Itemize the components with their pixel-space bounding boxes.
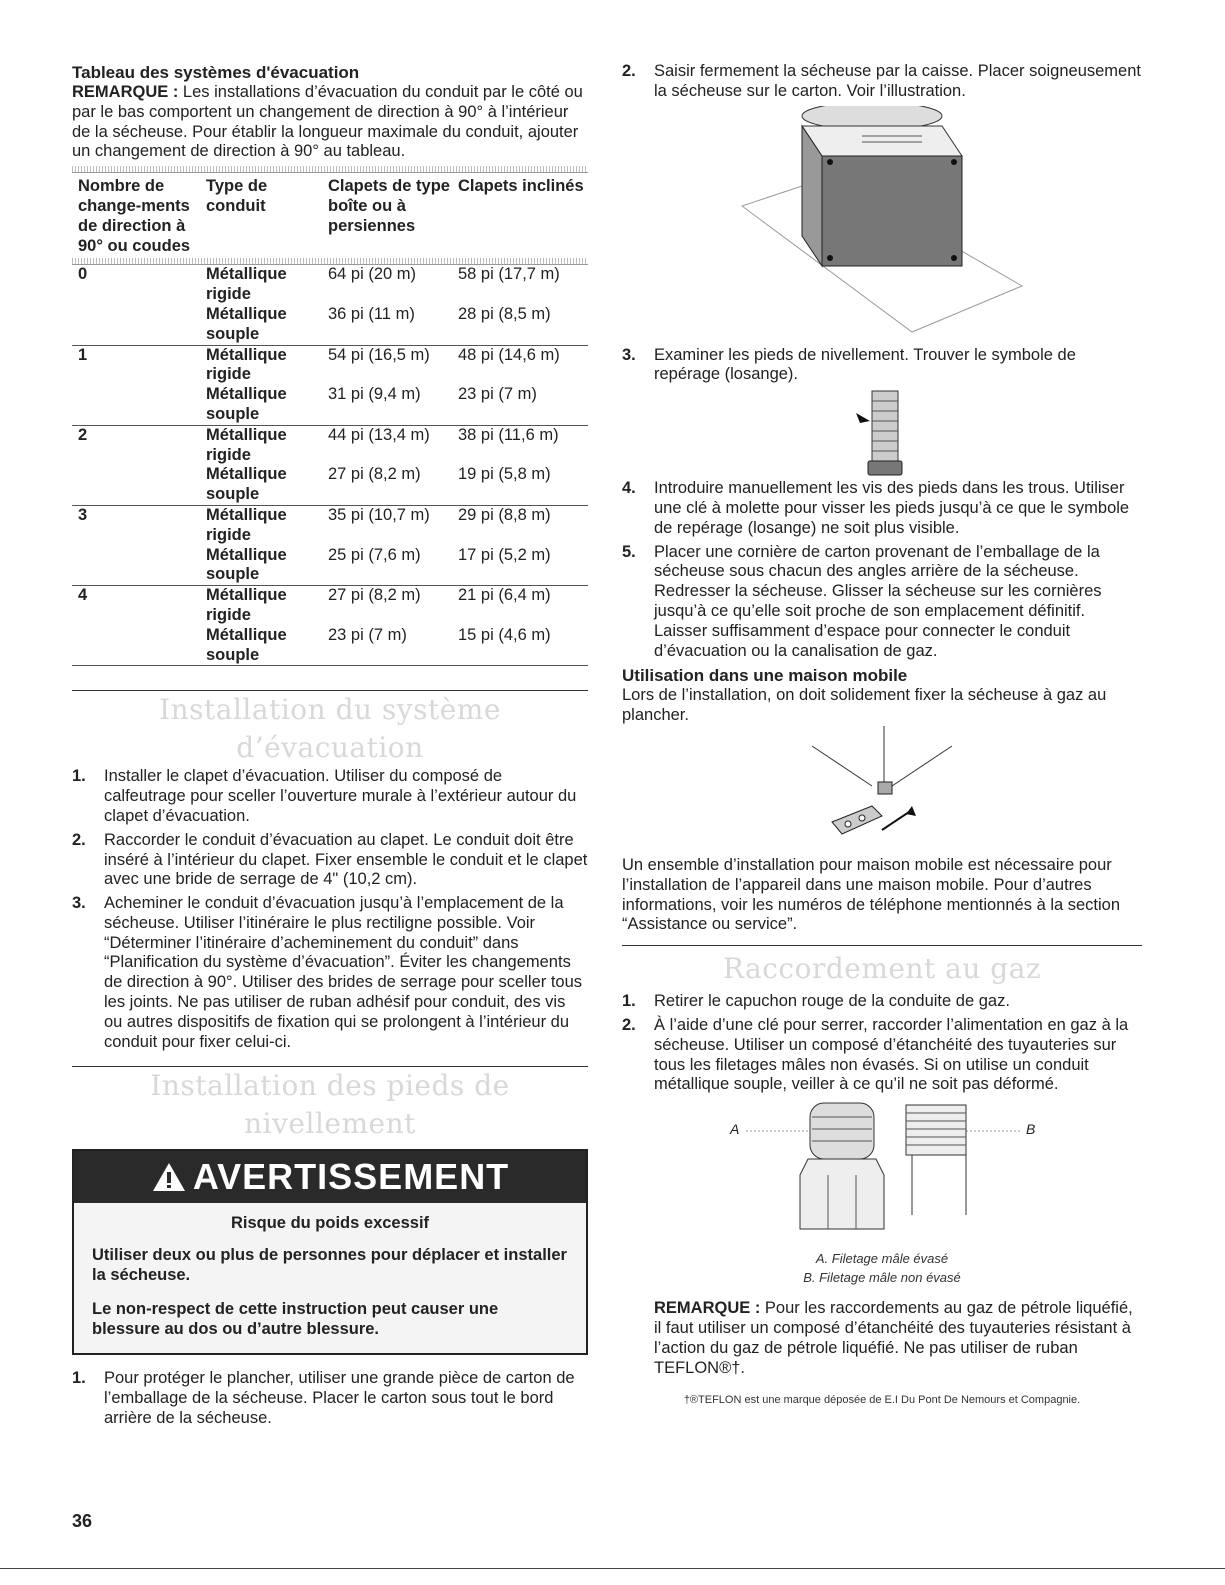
warning-heading: Risque du poids excessif [230, 1214, 430, 1233]
warning-line2: Le non-respect de cette instruction peut causer une blessure au dos ou d’autre blessure. [92, 1300, 499, 1339]
table-row [72, 546, 588, 586]
mobile-home-text-2: Un ensemble d’installation pour maison mobile est nécessaire pour l’installation de l’appareil dans une maison mobile. Pour d’autres informations, voir les numéros de téléphone mentionnés à la section “Assistance ou service”. [622, 855, 1121, 934]
caption-a: A. Filetage mâle évasé [815, 1251, 949, 1267]
label-b: B [1026, 1121, 1036, 1138]
header-angled-hoods: Clapets inclinés [458, 177, 584, 196]
elbow-count-cell [72, 626, 200, 666]
angled-hood-length-cell: 58 pi (17,7 m) [458, 265, 560, 284]
vent-install-steps [72, 767, 588, 1052]
label-a: A [730, 1121, 740, 1138]
dryer-illustration-icon [722, 106, 1042, 342]
caption-b: B. Filetage mâle non évasé [803, 1270, 961, 1286]
warning-body [74, 1203, 586, 1353]
duct-type-cell: Métallique souple [200, 305, 322, 345]
divider [72, 166, 588, 173]
list-item: 3. Acheminer le conduit d’évacuation jusqu’à l’emplacement de la sécheuse. Utiliser l’itinéraire le plus rectiligne possible. Voir “Déterminer l’itinéraire d’acheminement du conduit” dans “Planification du système d’évacuation”. Éviter les changements de direction à 90°. Utiliser des brides de serrage pour sceller tous les joints. Ne pas utiliser de ruban adhésif pour conduit, des vis ou autres dispositifs de fixation qui se prolongent à l’intérieur du conduit pour fixer celui-ci. [72, 894, 583, 1051]
divider [72, 258, 588, 265]
gas-note-label: REMARQUE : [654, 1299, 761, 1318]
list-item: 2. À l’aide d’une clé pour serrer, raccorder l’alimentation en gaz à la sécheuse. Utiliser un composé d’étanchéité des tuyauteries sur tous les filetages mâles non évasés. Si on utilise un conduit métallique souple, veiller à ce qu’il ne soit pas déformé. [622, 1015, 1129, 1094]
section-rule [622, 945, 1142, 946]
warning-line1: Utiliser deux ou plus de personnes pour déplacer et installer la sécheuse. [92, 1246, 567, 1285]
list-item: 1. Pour protéger le plancher, utiliser une grande pièce de carton de l’emballage de la sécheuse. Placer le carton sous tout le bord arrière de la sécheuse. [72, 1369, 575, 1428]
box-hood-length-cell: 27 pi (8,2 m) [322, 465, 452, 505]
table-row [72, 465, 588, 505]
box-hood-length-cell: 54 pi (16,5 m) [328, 345, 430, 364]
header-elbows: Nombre de change-ments de direction à 90° ou coudes [78, 177, 191, 255]
page-bottom-rule [0, 1568, 1225, 1569]
angled-hood-length-cell: 23 pi (7 m) [452, 385, 588, 425]
page-number: 36 [72, 1511, 93, 1531]
mobile-home-title: Utilisation dans une maison mobile [622, 666, 908, 686]
elbow-count-cell [72, 305, 200, 345]
angled-hood-length-cell: 48 pi (14,6 m) [458, 345, 560, 364]
box-hood-length-cell: 44 pi (13,4 m) [328, 425, 430, 444]
box-hood-length-cell: 31 pi (9,4 m) [322, 385, 452, 425]
table-note [72, 83, 588, 162]
table-row [72, 626, 588, 666]
leveling-steps-continued [622, 62, 1142, 102]
section-title-vent-install: Installation du système d’évacuation [159, 693, 501, 765]
floor-bracket-icon [802, 726, 962, 854]
angled-hood-length-cell: 21 pi (6,4 m) [458, 586, 551, 605]
angled-hood-length-cell: 19 pi (5,8 m) [452, 465, 588, 505]
vent-table-body [72, 265, 588, 665]
left-column [72, 62, 588, 1433]
elbow-count-cell [72, 546, 200, 586]
gas-note [622, 1299, 1142, 1378]
gas-steps [622, 992, 1142, 1095]
elbow-count-cell: 0 [78, 265, 88, 284]
table-row [72, 385, 588, 425]
box-hood-length-cell: 25 pi (7,6 m) [322, 546, 452, 586]
right-column [622, 62, 1142, 1406]
duct-type-cell: Métallique souple [200, 626, 322, 666]
angled-hood-length-cell: 38 pi (11,6 m) [458, 425, 559, 444]
warning-title: AVERTISSEMENT [192, 1156, 510, 1198]
table-row [72, 586, 588, 626]
mobile-home-illustration [622, 726, 1142, 856]
note-text: Les installations d’évacuation du conduit par le côté ou par le bas comportent un changement de direction à 90° à l’intérieur de la sécheuse. Pour établir la longueur maximale du conduit, ajouter un changement de direction à 90° au tableau. [72, 83, 583, 161]
note-label: REMARQUE : [72, 83, 179, 101]
list-item: 3. Examiner les pieds de nivellement. Trouver le symbole de repérage (losange). [622, 345, 1076, 384]
warning-banner [74, 1151, 586, 1203]
table-title: Tableau des systèmes d'évacuation [72, 63, 360, 82]
table-row [72, 305, 588, 345]
duct-type-cell: Métallique rigide [206, 586, 287, 624]
header-box-hoods: Clapets de type boîte ou à persiennes [328, 177, 450, 235]
duct-type-cell: Métallique rigide [206, 425, 287, 464]
duct-type-cell: Métallique rigide [206, 345, 287, 384]
list-item: 2. Saisir fermement la sécheuse par la caisse. Placer soigneusement la sécheuse sur le carton. Voir l’illustration. [622, 62, 1141, 100]
leveling-steps [72, 1369, 588, 1428]
angled-hood-length-cell: 28 pi (8,5 m) [452, 305, 588, 345]
duct-type-cell: Métallique rigide [206, 265, 287, 304]
duct-type-cell: Métallique souple [200, 385, 322, 425]
elbow-count-cell: 4 [78, 586, 88, 605]
elbow-count-cell [72, 385, 200, 425]
mobile-home-text: Lors de l’installation, on doit solidement fixer la sécheuse à gaz au plancher. [622, 686, 1107, 725]
footnote: †®TEFLON est une marque déposée de E.I Du Pont De Nemours et Compagnie. [683, 1394, 1081, 1407]
elbow-count-cell: 3 [78, 505, 88, 524]
table-row [72, 505, 588, 545]
dryer-on-cardboard-illustration [622, 106, 1142, 346]
fittings-icon [622, 1099, 1142, 1249]
gas-note-text: Pour les raccordements au gaz de pétrole liquéfié, il faut utiliser un composé d’étanchéité des tuyauteries résistant à l’action du gaz de pétrole liquéfié. Ne pas utiliser de ruban TEFLON®†. [654, 1299, 1133, 1377]
table-header-row [72, 173, 588, 258]
box-hood-length-cell: 27 pi (8,2 m) [328, 586, 421, 605]
table-row [72, 345, 588, 385]
section-title-gas: Raccordement au gaz [722, 952, 1042, 986]
list-item: 5. Placer une cornière de carton provenant de l’emballage de la sécheuse sous chacun des angles arrière de la sécheuse. Redresser la sécheuse. Glisser la sécheuse sur les cornières jusqu’à ce qu’elle soit proche de son emplacement définitif. Laisser suffisamment d’espace pour connecter le conduit d’évacuation ou la canalisation de gaz. [622, 542, 1102, 660]
leveling-leg-illustration [622, 389, 1142, 479]
box-hood-length-cell: 35 pi (10,7 m) [328, 505, 430, 524]
elbow-count-cell: 1 [78, 345, 88, 364]
warning-box [72, 1149, 588, 1355]
box-hood-length-cell: 36 pi (11 m) [322, 305, 452, 345]
list-item: 1. Retirer le capuchon rouge de la conduite de gaz. [622, 992, 1010, 1011]
box-hood-length-cell: 64 pi (20 m) [328, 265, 417, 284]
duct-type-cell: Métallique souple [200, 465, 322, 505]
duct-type-cell: Métallique rigide [206, 505, 287, 544]
box-hood-length-cell: 23 pi (7 m) [322, 626, 452, 666]
list-item: 1. Installer le clapet d’évacuation. Utiliser du composé de calfeutrage pour sceller l’ouverture murale à l’extérieur autour du clapet d’évacuation. [72, 767, 577, 825]
warning-triangle-icon [151, 1161, 187, 1193]
duct-type-cell: Métallique souple [200, 546, 322, 586]
elbow-count-cell [72, 465, 200, 505]
angled-hood-length-cell: 15 pi (4,6 m) [452, 626, 588, 666]
gas-fittings-illustration [622, 1099, 1142, 1249]
list-item: 2. Raccorder le conduit d’évacuation au clapet. Le conduit doit être inséré à l’intérieur du clapet. Fixer ensemble le conduit et le clapet avec une bride de serrage de 4" (10,2 cm). [72, 830, 588, 889]
angled-hood-length-cell: 17 pi (5,2 m) [452, 546, 588, 586]
table-row [72, 265, 588, 305]
leveling-steps-continued-2 [622, 346, 1142, 386]
table-row [72, 425, 588, 465]
leveling-steps-continued-3 [622, 479, 1142, 661]
leveling-leg-icon [852, 389, 912, 477]
vent-table [72, 173, 588, 666]
section-title-leveling-legs: Installation des pieds de nivellement [150, 1069, 510, 1141]
angled-hood-length-cell: 29 pi (8,8 m) [458, 505, 551, 524]
elbow-count-cell: 2 [78, 425, 88, 444]
header-duct-type: Type de conduit [206, 177, 268, 215]
list-item: 4. Introduire manuellement les vis des pieds dans les trous. Utiliser une clé à molette pour visser les pieds jusqu’à ce que le symbole de repérage (losange) ne soit plus visible. [622, 479, 1130, 537]
